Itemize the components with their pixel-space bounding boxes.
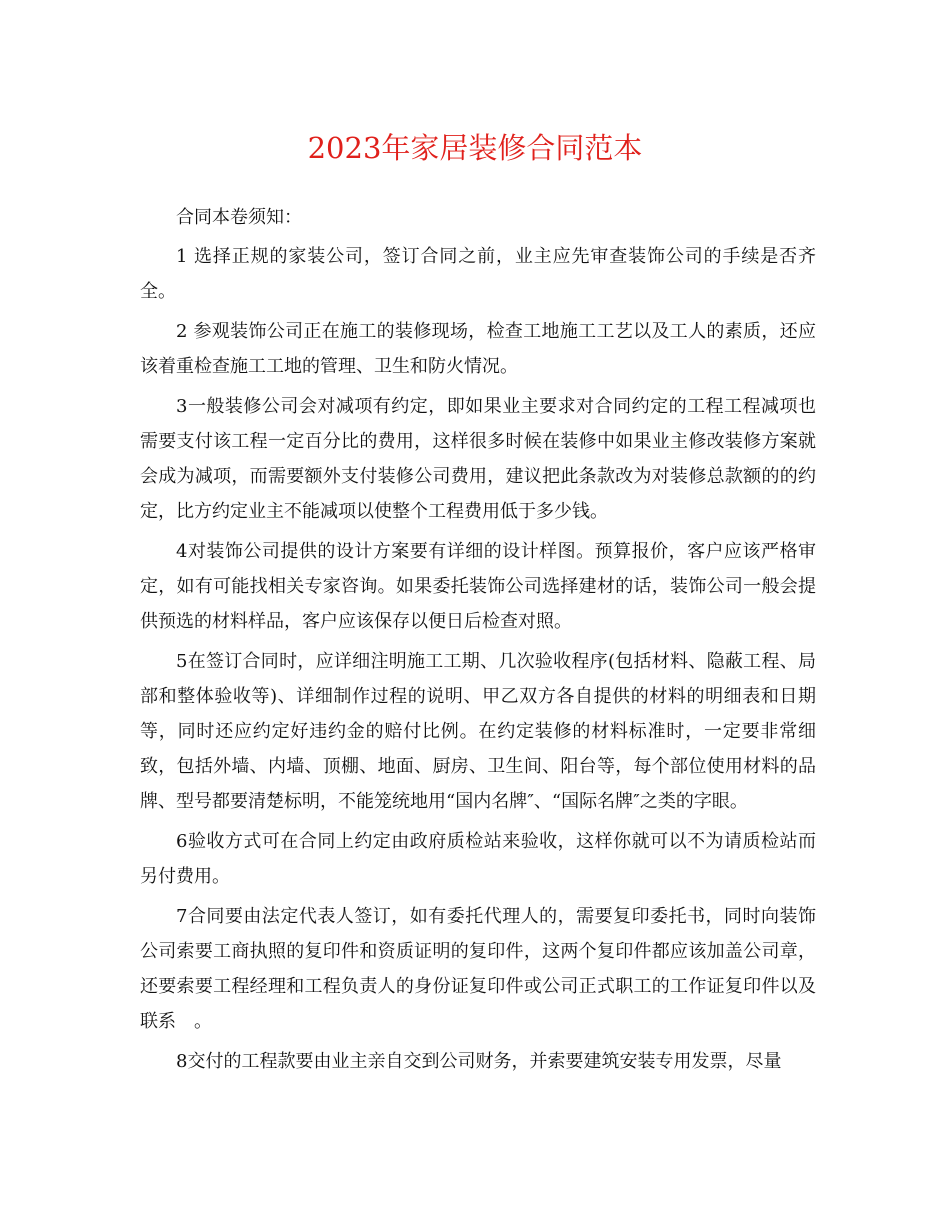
notice-item-7: 7合同要由法定代表人签订，如有委托代理人的，需要复印委托书，同时向装饰公司索要工商执照的复印件和资质证明的复印件，这两个复印件都应该加盖公司章，还要索要工程经理和工程负责人的身份证复印件或公司正式职工的工作证复印件以及联系 。 [140, 906, 816, 1032]
notice-item-2: 2 参观装饰公司正在施工的装修现场，检查工地施工工艺以及工人的素质，还应该着重检查施工工地的管理、卫生和防火情况。 [140, 321, 816, 377]
document-title: 2023年家居装修合同范本 [307, 131, 643, 165]
notice-item-1: 1 选择正规的家装公司，签订合同之前，业主应先审查装饰公司的手续是否齐全。 [140, 246, 816, 302]
notice-item-4: 4对装饰公司提供的设计方案要有详细的设计样图。预算报价，客户应该严格审定，如有可能找相关专家咨询。如果委托装饰公司选择建材的话，装饰公司一般会提供预选的材料样品，客户应该保存以便日后检查对照。 [140, 541, 816, 632]
notice-item-3: 3一般装修公司会对减项有约定，即如果业主要求对合同约定的工程工程减项也需要支付该工程一定百分比的费用，这样很多时候在装修中如果业主修改装修方案就会成为减项，而需要额外支付装修公司费用，建议把此条款改为对装修总款额的的约定，比方约定业主不能减项以使整个工程费用低于多少钱。 [140, 396, 816, 522]
notice-item-6: 6验收方式可在合同上约定由政府质检站来验收，这样你就可以不为请质检站而另付费用。 [140, 831, 816, 887]
document-body [140, 200, 816, 1084]
notice-item-5: 5在签订合同时，应详细注明施工工期、几次验收程序(包括材料、隐蔽工程、局部和整体验收等)、详细制作过程的说明、甲乙双方各自提供的材料的明细表和日期等，同时还应约定好违约金的赔付比例。在约定装修的材料标准时，一定要非常细致，包括外墙、内墙、顶棚、地面、厨房、卫生间、阳台等，每个部位使用材料的品牌、型号都要清楚标明，不能笼统地用“国内名牌″、“国际名牌″之类的字眼。 [140, 651, 816, 812]
notice-heading: 合同本卷须知： [176, 207, 302, 228]
notice-item-8: 8交付的工程款要由业主亲自交到公司财务，并索要建筑安装专用发票，尽量 [176, 1051, 782, 1072]
